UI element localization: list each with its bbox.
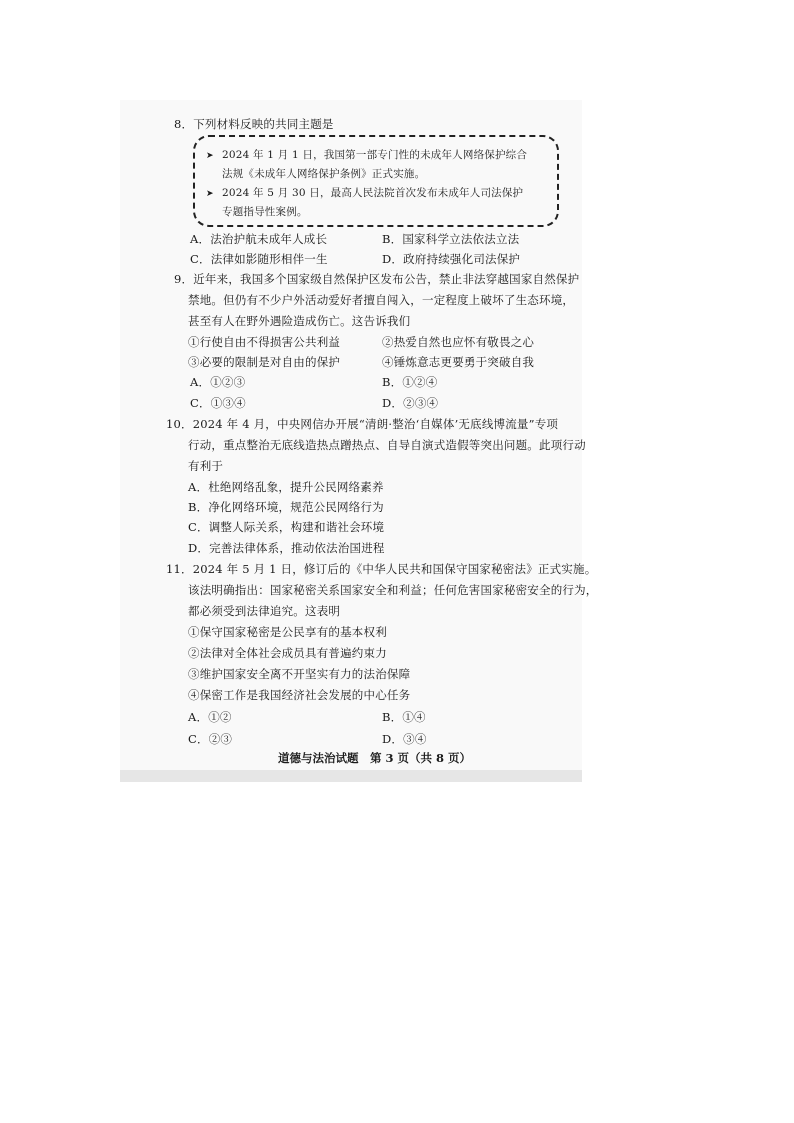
q11-stem-line3: 都必须受到法律追究。这表明 [188,604,341,618]
q9-stem-line1: 9．近年来，我国多个国家级自然保护区发布公告，禁止非法穿越国家自然保护 [174,272,580,286]
q10-option-c: C．调整人际关系，构建和谐社会环境 [188,520,385,534]
q10-option-d: D．完善法律体系，推动依法治国进程 [188,541,385,555]
q11-statement-3: ③维护国家安全离不开坚实有力的法治保障 [188,667,411,681]
q11-option-c: C．②③ [188,732,233,746]
q11-option-d: D．③④ [382,732,427,746]
q8-box-item-2-cont: 专题指导性案例。 [222,206,308,218]
q10-stem-line2: 行动，重点整治无底线造热点蹭热点、自导自演式造假等突出问题。此项行动 [188,438,586,452]
q11-statement-2: ②法律对全体社会成员具有普遍约束力 [188,646,387,660]
q9-stem-line3: 甚至有人在野外遇险造成伤亡。这告诉我们 [188,314,411,328]
q8-option-a: A．法治护航未成年人成长 [190,232,328,246]
arrow-bullet-icon: ➤ [206,189,214,199]
q11-statement-4: ④保密工作是我国经济社会发展的中心任务 [188,688,411,702]
q11-stem-line2: 该法明确指出：国家秘密关系国家安全和利益；任何危害国家秘密安全的行为， [188,583,598,597]
q10-option-b: B．净化网络环境，规范公民网络行为 [188,500,384,514]
page-footer: 道德与法治试题 第 3 页（共 8 页） [278,751,472,765]
q9-statement-3: ③必要的限制是对自由的保护 [188,355,341,369]
q10-stem-line3: 有利于 [188,459,224,473]
q9-statement-1: ①行使自由不得损害公共利益 [188,335,341,349]
q8-option-b: B．国家科学立法依法立法 [382,232,520,246]
q9-option-c: C．①③④ [190,396,246,410]
q11-stem-line1: 11．2024 年 5 月 1 日，修订后的《中华人民共和国保守国家秘密法》正式实施。 [166,562,597,576]
q8-stem: 8．下列材料反映的共同主题是 [174,117,334,131]
q11-statement-1: ①保守国家秘密是公民享有的基本权利 [188,625,387,639]
q8-box-item-1: ➤ 2024 年 1 月 1 日，我国第一部专门性的未成年人网络保护综合 [206,148,527,164]
q11-option-a: A．①② [188,710,232,724]
q9-option-d: D．②③④ [382,396,439,410]
arrow-bullet-icon: ➤ [206,151,214,161]
q11-option-b: B．①④ [382,710,426,724]
q8-box-item-2: ➤ 2024 年 5 月 30 日，最高人民法院首次发布未成年人司法保护 [206,186,523,202]
q9-option-a: A．①②③ [190,375,246,389]
q9-statement-2: ②热爱自然也应怀有敬畏之心 [382,335,535,349]
q10-stem-line1: 10．2024 年 4 月，中央网信办开展“清朗·整治‘自媒体’无底线博流量”专项 [166,417,559,431]
q10-option-a: A．杜绝网络乱象，提升公民网络素养 [188,480,384,494]
scan-edge [120,770,582,782]
q9-statement-4: ④锤炼意志更要勇于突破自我 [382,355,535,369]
q9-option-b: B．①②④ [382,375,438,389]
q8-option-c: C．法律如影随形相伴一生 [190,252,328,266]
q8-option-d: D．政府持续强化司法保护 [382,252,521,266]
q8-box-item-1-cont: 法规《未成年人网络保护条例》正式实施。 [222,168,426,180]
q9-stem-line2: 禁地。但仍有不少户外活动爱好者擅自闯入，一定程度上破坏了生态环境， [188,293,575,307]
